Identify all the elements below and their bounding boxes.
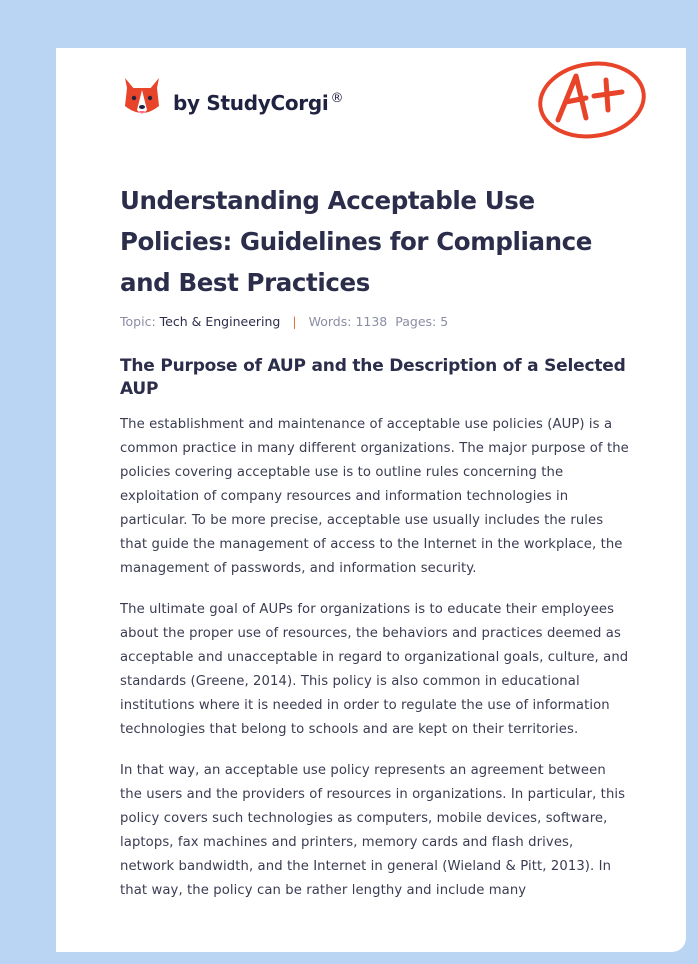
section-heading: The Purpose of AUP and the Description of a Selected AUP bbox=[120, 356, 626, 399]
brand-text: by StudyCorgi bbox=[173, 91, 329, 115]
topic-link[interactable]: Tech & Engineering bbox=[159, 314, 281, 329]
pages-value: 5 bbox=[440, 314, 449, 329]
pages-label: Pages: bbox=[395, 314, 437, 329]
registered-mark: ® bbox=[330, 91, 344, 107]
brand-name bbox=[173, 91, 343, 115]
studycorgi-logo[interactable] bbox=[121, 76, 343, 122]
document-content bbox=[120, 180, 630, 903]
paragraph: The ultimate goal of AUPs for organizations is to educate their employees about the proper use of resources, the behaviors and practices deemed as acceptable and unacceptable in regard to organizational goals, culture, and standards (Greene, 2014). This policy is also common in educational institutions where it is needed in order to regulate the use of information technologies that belong to schools and are kept on their territories. bbox=[120, 602, 629, 737]
document-meta bbox=[120, 314, 630, 329]
words-label: Words: bbox=[308, 314, 352, 329]
document-page bbox=[56, 48, 686, 952]
topic-label: Topic: bbox=[120, 314, 156, 329]
paragraph: In that way, an acceptable use policy represents an agreement between the users and the providers of resources in organizations. In particular, this policy covers such technologies as computers, mobile devices, software, laptops, fax machines and printers, memory cards and flash drives, network bandwidth, and the Internet in general (Wieland & Pitt, 2013). In that way, the policy can be rather lengthy and include many bbox=[120, 763, 626, 898]
document-title: Understanding Acceptable Use Policies: Guidelines for Compliance and Best Practices bbox=[120, 186, 592, 297]
words-value: 1138 bbox=[355, 314, 388, 329]
page-header bbox=[56, 48, 686, 158]
meta-separator: | bbox=[292, 314, 297, 329]
paragraph: The establishment and maintenance of acceptable use policies (AUP) is a common practice in many different organizations. The major purpose of the policies covering acceptable use is to outline rules concerning the exploitation of company resources and information technologies in particular. To be more precise, acceptable use usually includes the rules that guide the management of access to the Internet in the workplace, the management of passwords, and information security. bbox=[120, 417, 629, 576]
a-plus-grade-icon bbox=[536, 58, 648, 140]
corgi-icon bbox=[121, 76, 163, 122]
grade-label: A+ bbox=[536, 58, 538, 59]
